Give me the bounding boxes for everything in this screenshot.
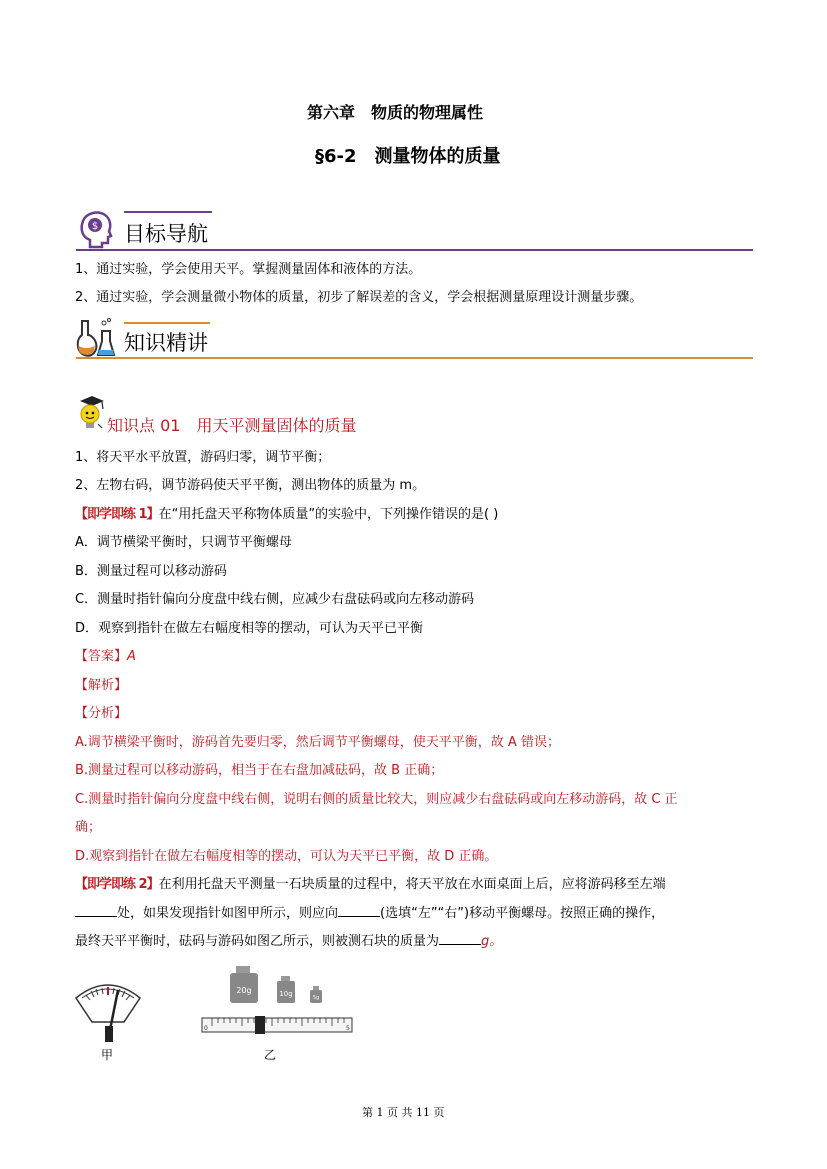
weight-20g (230, 966, 258, 1003)
knowledge-heading: 知识精讲 (124, 331, 208, 355)
weight-20g-label: 20g (236, 986, 252, 995)
answer-blank-2[interactable] (338, 904, 380, 917)
scale-end-label: 5 (346, 1025, 350, 1032)
lightbulb-graduate-icon (76, 394, 106, 432)
figure-jia-label: 甲 (101, 1048, 114, 1062)
exercise-2-line-2 (75, 904, 664, 924)
weight-10g-label: 10g (279, 990, 293, 998)
step-2: 2、左物右码，调节游码使天平平衡，测出物体的质量为 m。 (75, 478, 426, 493)
exercise-2-line-3 (75, 932, 502, 952)
scale-start-label: 0 (204, 1025, 208, 1032)
weight-5g-label: 5g (312, 995, 320, 1001)
exercise-2-text-2a: 处，如果发现指针如图甲所示，则应向 (117, 906, 339, 921)
weights-and-scale-figure (200, 964, 355, 1039)
option-b: B．测量过程可以移动游码 (75, 564, 227, 579)
option-c: C．测量时指针偏向分度盘中线右侧，应减少右盘砝码或向左移动游码 (75, 592, 475, 607)
knowledge-divider (76, 357, 753, 359)
heading-accent-line (124, 211, 212, 213)
step-1: 1、将天平水平放置，游码归零，调节平衡； (75, 450, 331, 465)
exercise-2-text-3a: 最终天平平衡时，砝码与游码如图乙所示，则被测石块的质量为 (75, 934, 440, 949)
weight-5g (310, 986, 322, 1003)
answer-label: 【答案】 (75, 649, 128, 664)
option-d: D．观察到指针在做左右幅度相等的摆动，可认为天平已平衡 (75, 621, 424, 636)
goal-item-1: 1、通过实验，学会使用天平。掌握测量固体和液体的方法。 (75, 262, 422, 277)
section-title: §6-2 测量物体的质量 (315, 146, 501, 167)
exercise-1-tag: 【即学即练 1】 (75, 507, 159, 522)
exercise-2-unit: g。 (481, 934, 503, 949)
exercise-2-text-2b: (选填“左”“右”)移动平衡螺母。按照正确的操作， (380, 906, 665, 921)
page-number: 第 1 页 共 11 页 (362, 1106, 445, 1119)
knowledge-point-title: 知识点 01 用天平测量固体的质量 (107, 416, 357, 435)
fenxi-label: 【分析】 (75, 706, 128, 721)
balance-pointer-figure (72, 978, 144, 1044)
rider (255, 1016, 265, 1034)
analysis-line-d: D.观察到指针在做左右幅度相等的摆动，可认为天平已平衡，故 D 正确。 (75, 849, 498, 864)
chapter-title: 第六章 物质的物理属性 (307, 103, 484, 122)
analysis-line-a: A.调节横梁平衡时，游码首先要归零，然后调节平衡螺母，使天平平衡，故 A 错误； (75, 735, 560, 750)
option-a: A．调节横梁平衡时，只调节平衡螺母 (75, 535, 292, 550)
answer-blank-1[interactable] (75, 904, 117, 917)
exercise-1-text: 在“用托盘天平称物体质量”的实验中，下列操作错误的是( ) (158, 507, 499, 522)
heading-accent-line (124, 322, 210, 324)
goals-heading: 目标导航 (124, 222, 208, 246)
flask-icon (74, 317, 118, 359)
analysis-line-c: C.测量时指针偏向分度盘中线右侧，说明右侧的质量比较大，则应减少右盘砝码或向左移动游码，故 C 正 (75, 792, 678, 807)
exercise-2-tag: 【即学即练 2】 (75, 877, 159, 892)
svg-text:$: $ (91, 221, 99, 232)
goals-divider (76, 249, 753, 251)
answer-blank-3[interactable] (439, 932, 481, 945)
analysis-label: 【解析】 (75, 678, 128, 693)
exercise-2-text-1: 在利用托盘天平测量一石块质量的过程中，将天平放在水面桌面上后，应将游码移至左端 (158, 877, 666, 892)
brain-head-icon (76, 209, 116, 249)
answer-value: A (127, 649, 136, 664)
analysis-line-c-cont: 确； (75, 820, 102, 835)
figure-yi-label: 乙 (264, 1048, 277, 1062)
weight-10g (277, 976, 295, 1003)
answer-line (75, 647, 136, 667)
analysis-line-b: B.测量过程可以移动游码，相当于在右盘加减砝码，故 B 正确； (75, 763, 444, 778)
exercise-2-line-1 (75, 875, 666, 895)
exercise-1-question (75, 505, 498, 525)
goal-item-2: 2、通过实验，学会测量微小物体的质量，初步了解误差的含义，学会根据测量原理设计测量步骤。 (75, 290, 643, 305)
